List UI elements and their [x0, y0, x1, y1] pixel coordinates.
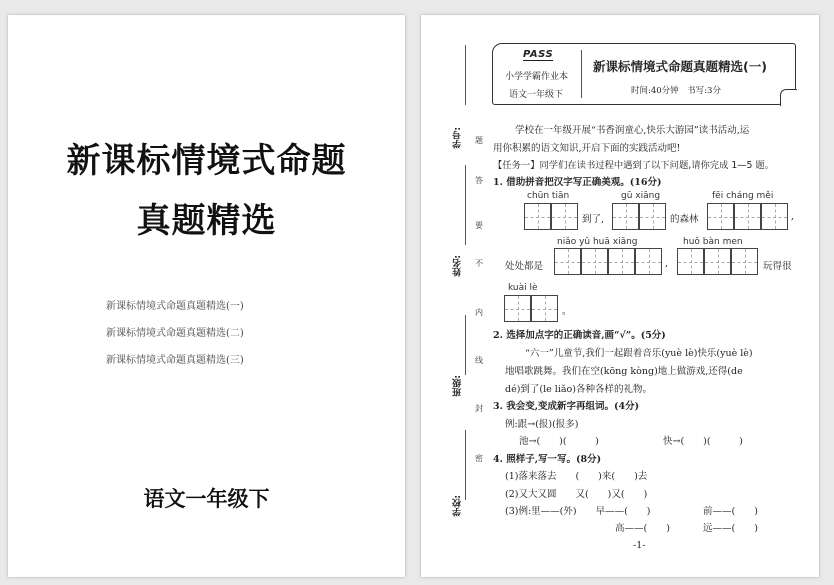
sheet-header — [492, 43, 796, 105]
task-one-heading: 【任务一】同学们在读书过程中遇到了以下问题,请你完成 1—5 题。 — [493, 160, 775, 171]
q1-text-wandehen: 玩得很 — [763, 261, 792, 272]
char-box[interactable] — [639, 203, 666, 230]
cover-contents-item-1: 新课标情境式命题真题精选(一) — [106, 301, 244, 312]
q1-comma: , — [665, 258, 669, 269]
q1-comma: , — [791, 211, 795, 222]
q4-row-4a: 高——( ) — [615, 523, 670, 534]
pinyin-guxiang: gū xiāng — [621, 191, 661, 201]
binding-line — [465, 430, 466, 500]
pinyin-feichangmei: fēi cháng měi — [712, 191, 774, 201]
student-no-label: 学号: — [453, 127, 463, 149]
seal-char: 线 — [475, 356, 483, 365]
char-box[interactable] — [707, 203, 734, 230]
seal-char: 题 — [475, 136, 483, 145]
q1-text-daole: 到了, — [582, 214, 605, 225]
q3-item-1: 池→( )( ) — [519, 436, 599, 447]
time-info: 时间:40分钟 书写:3分 — [631, 86, 721, 96]
exercise-sheet — [421, 15, 819, 577]
name-label: 姓名: — [453, 255, 463, 277]
q1-text-forest: 的森林 — [670, 214, 699, 225]
q4-title: 4. 照样子,写一写。(8分) — [493, 454, 602, 465]
cover-contents-item-3: 新课标情境式命题真题精选(三) — [106, 355, 244, 366]
char-box[interactable] — [504, 295, 531, 322]
page-curl-decoration — [780, 89, 797, 106]
char-box[interactable] — [635, 248, 662, 275]
cover-page — [8, 15, 405, 577]
char-box[interactable] — [761, 203, 788, 230]
pinyin-huobanmen: huǒ bàn men — [683, 237, 743, 247]
char-box[interactable] — [581, 248, 608, 275]
char-box[interactable] — [731, 248, 758, 275]
q3-example: 例:跟→(报)(报多) — [505, 419, 579, 430]
char-box[interactable] — [612, 203, 639, 230]
char-box[interactable] — [734, 203, 761, 230]
header-divider — [581, 50, 582, 98]
sheet-title: 新课标情境式命题真题精选(一) — [593, 59, 767, 74]
char-box[interactable] — [551, 203, 578, 230]
char-box[interactable] — [608, 248, 635, 275]
char-box[interactable] — [554, 248, 581, 275]
cover-title-line1: 新课标情境式命题 — [66, 141, 347, 181]
seal-char: 答 — [475, 176, 483, 185]
q2-line-2: 地唱歌跳舞。我们在空(kōng kòng)地上做游戏,还得(de — [505, 366, 743, 377]
intro-line-2: 用你积累的语文知识,开启下面的实践活动吧! — [493, 143, 681, 154]
char-box[interactable] — [531, 295, 558, 322]
q3-title: 3. 我会变,变成新字再组词。(4分) — [493, 401, 640, 412]
cover-contents-item-2: 新课标情境式命题真题精选(二) — [106, 328, 244, 339]
q1-period: 。 — [562, 306, 572, 317]
q4-row-2: (2)又大又圆 又( )又( ) — [505, 489, 648, 500]
header-grade: 语文一年级下 — [509, 90, 564, 100]
q1-title: 1. 借助拼音把汉字写正确美观。(16分) — [493, 177, 662, 188]
q2-line-3: dé)到了(le liǎo)各种各样的礼物。 — [505, 384, 652, 395]
char-box[interactable] — [704, 248, 731, 275]
seal-char: 封 — [475, 404, 483, 413]
q4-row-3a: (3)例:里——(外) 早——( ) — [505, 506, 651, 517]
cover-grade: 语文一年级下 — [143, 487, 270, 511]
q4-row-3b: 前——( ) — [703, 506, 758, 517]
intro-line-1: 学校在一年级开展“书香润童心,快乐大游园”读书活动,运 — [515, 125, 750, 136]
school-label: 学校: — [453, 495, 463, 517]
seal-char: 不 — [475, 259, 483, 268]
q2-line-1: “六一”儿童节,我们一起跟着音乐(yuè lè)快乐(yuè lè) — [525, 348, 753, 359]
pass-logo: PASS — [523, 49, 554, 60]
page-number: -1- — [633, 540, 646, 551]
binding-line — [465, 315, 466, 375]
q1-text-chuchu: 处处都是 — [505, 261, 544, 272]
q4-row-1: (1)落来落去 ( )来( )去 — [505, 471, 648, 482]
pinyin-niaoyuhuaxiang: niǎo yǔ huā xiāng — [557, 237, 638, 247]
char-box[interactable] — [677, 248, 704, 275]
binding-line — [465, 45, 466, 105]
cover-title-line2: 真题精选 — [136, 201, 277, 241]
binding-line — [465, 165, 466, 245]
seal-char: 要 — [475, 221, 483, 230]
seal-char: 内 — [475, 308, 483, 317]
char-box[interactable] — [524, 203, 551, 230]
q2-title: 2. 选择加点字的正确读音,画“√”。(5分) — [493, 330, 666, 341]
class-label: 班级: — [453, 375, 463, 397]
q3-item-2: 快→( )( ) — [663, 436, 743, 447]
pinyin-kuaile: kuài lè — [508, 283, 538, 293]
brand-name: 小学学霸作业本 — [505, 72, 569, 82]
seal-char: 密 — [475, 454, 483, 463]
pinyin-chuntian: chūn tiān — [527, 191, 570, 201]
q4-row-4b: 远——( ) — [703, 523, 758, 534]
